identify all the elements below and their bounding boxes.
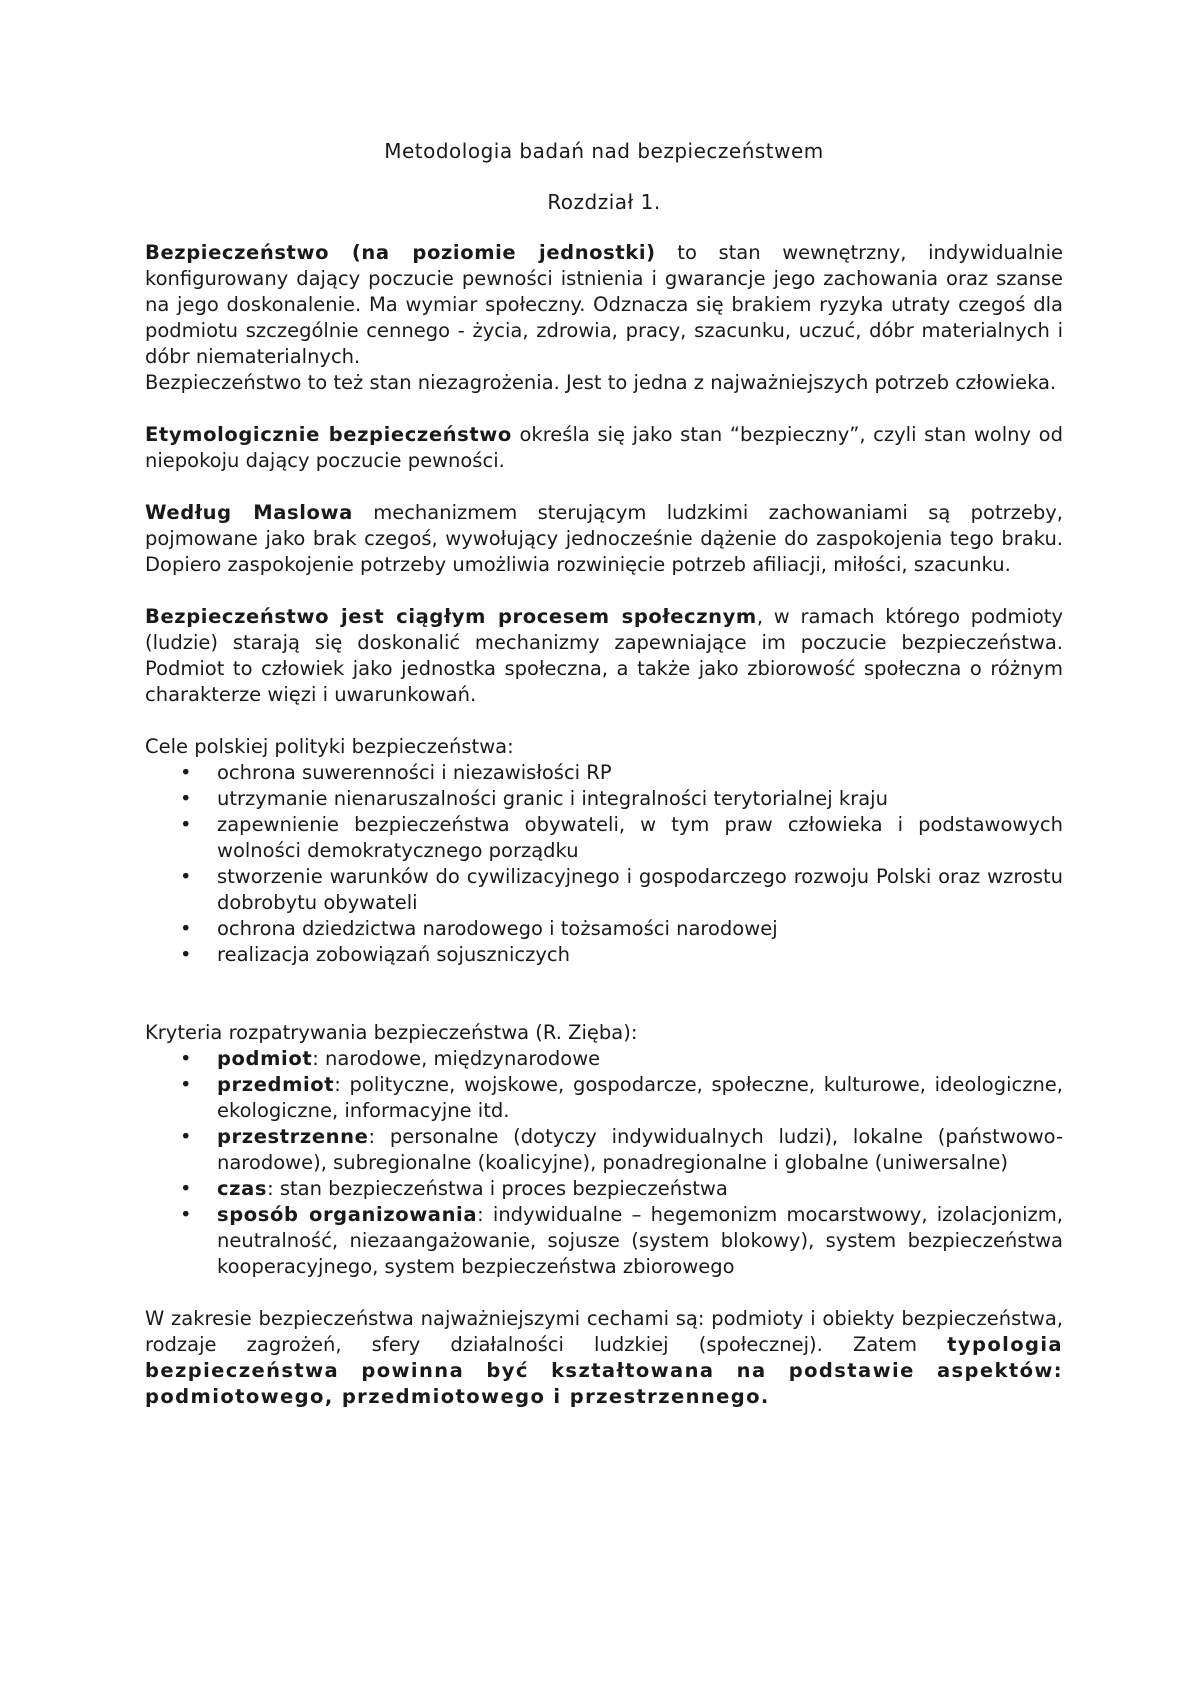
bullet-icon: • <box>180 917 192 940</box>
paragraph-text: mechanizmem sterującym ludzkimi zachowaniami są potrzeby, pojmowane jako brak czegoś, wywołujący jednocześnie dążenie do zaspokojenia tego braku. Dopiero zaspokojenie potrzeby umożliwia rozwinięcie potrzeb afiliacji, miłości, szacunku. <box>145 501 1063 576</box>
goals-heading: Cele polskiej polityki bezpieczeństwa: <box>145 735 514 758</box>
list-item: • realizacja zobowiązań sojuszniczych <box>180 943 570 966</box>
bullet-icon: • <box>180 787 192 810</box>
list-item: • zapewnienie bezpieczeństwa obywateli, w tym praw człowieka i podstawowych wolności demokratycznego porządku <box>180 813 1063 862</box>
paragraph-text: , w ramach którego podmioty (ludzie) starają się doskonalić mechanizmy zapewniające im poczucie bezpieczeństwa. Podmiot to człowiek jako jednostka społeczna, a także jako zbiorowość społeczna o różnym charakterze więzi i uwarunkowań. <box>145 605 1063 706</box>
paragraph-definition-2: Bezpieczeństwo to też stan niezagrożenia. Jest to jedna z najważniejszych potrzeb człowieka. <box>145 371 1057 394</box>
bullet-icon: • <box>180 761 192 784</box>
list-item: • czas: stan bezpieczeństwa i proces bezpieczeństwa <box>180 1177 728 1200</box>
criteria-list <box>145 1046 1063 1280</box>
goals-list <box>145 760 1063 968</box>
paragraph-lead: Bezpieczeństwo jest ciągłym procesem społecznym <box>145 605 757 628</box>
list-item: • przedmiot: polityczne, wojskowe, gospodarcze, społeczne, kulturowe, ideologiczne, ekologiczne, informacyjne itd. <box>180 1073 1063 1122</box>
list-item: • utrzymanie nienaruszalności granic i integralności terytorialnej kraju <box>180 787 888 810</box>
paragraph-text: W zakresie bezpieczeństwa najważniejszymi cechami są: podmioty i obiekty bezpieczeństwa, rodzaje zagrożeń, sfery działalności ludzkiej (społecznej). Zatem <box>145 1307 1063 1356</box>
paragraph-process <box>145 604 1063 708</box>
criteria-heading: Kryteria rozpatrywania bezpieczeństwa (R. Zięba): <box>145 1021 638 1044</box>
bullet-icon: • <box>180 1125 192 1148</box>
paragraph-conclusion: typologia bezpieczeństwa powinna być kształtowana na podstawie aspektów: podmiotowego, przedmiotowego i przestrzennego. <box>145 1333 1063 1408</box>
paragraph-lead: Według Maslowa <box>145 501 353 524</box>
bullet-icon: • <box>180 865 192 888</box>
paragraph-etymology <box>145 422 1063 474</box>
bullet-icon: • <box>180 1047 192 1070</box>
bullet-icon: • <box>180 813 192 836</box>
paragraph-maslow <box>145 500 1063 578</box>
paragraph-closing <box>145 1306 1063 1410</box>
chapter-heading: Rozdział 1. <box>547 190 661 214</box>
document-title: Metodologia badań nad bezpieczeństwem <box>384 139 824 163</box>
list-item: • ochrona dziedzictwa narodowego i tożsamości narodowej <box>180 917 778 940</box>
paragraph-definition <box>145 240 1063 370</box>
list-item: • stworzenie warunków do cywilizacyjnego i gospodarczego rozwoju Polski oraz wzrostu dobrobytu obywateli <box>180 865 1063 914</box>
bullet-icon: • <box>180 1203 192 1226</box>
bullet-icon: • <box>180 1073 192 1096</box>
list-item: • ochrona suwerenności i niezawisłości RP <box>180 761 612 784</box>
list-item: • podmiot: narodowe, międzynarodowe <box>180 1047 601 1070</box>
paragraph-lead: Etymologicznie bezpieczeństwo <box>145 423 512 446</box>
paragraph-text: określa się jako stan “bezpieczny”, czyli stan wolny od niepokoju dający poczucie pewności. <box>145 423 1063 472</box>
paragraph-lead: Bezpieczeństwo (na poziomie jednostki) <box>145 241 656 264</box>
bullet-icon: • <box>180 1177 192 1200</box>
paragraph-text: to stan wewnętrzny, indywidualnie konfigurowany dający poczucie pewności istnienia i gwarancje jego zachowania oraz szanse na jego doskonalenie. Ma wymiar społeczny. Odznacza się brakiem ryzyka utraty czegoś dla podmiotu szczególnie cennego - życia, zdrowia, pracy, szacunku, uczuć, dóbr materialnych i dóbr niematerialnych. <box>145 241 1064 368</box>
list-item: • sposób organizowania: indywidualne – hegemonizm mocarstwowy, izolacjonizm, neutralność, niezaangażowanie, sojusze (system blokowy), system bezpieczeństwa kooperacyjnego, system bezpieczeństwa zbiorowego <box>180 1203 1063 1278</box>
bullet-icon: • <box>180 943 192 966</box>
list-item: • przestrzenne: personalne (dotyczy indywidualnych ludzi), lokalne (państwowo-narodowe), subregionalne (koalicyjne), ponadregionalne i globalne (uniwersalne) <box>180 1125 1063 1174</box>
